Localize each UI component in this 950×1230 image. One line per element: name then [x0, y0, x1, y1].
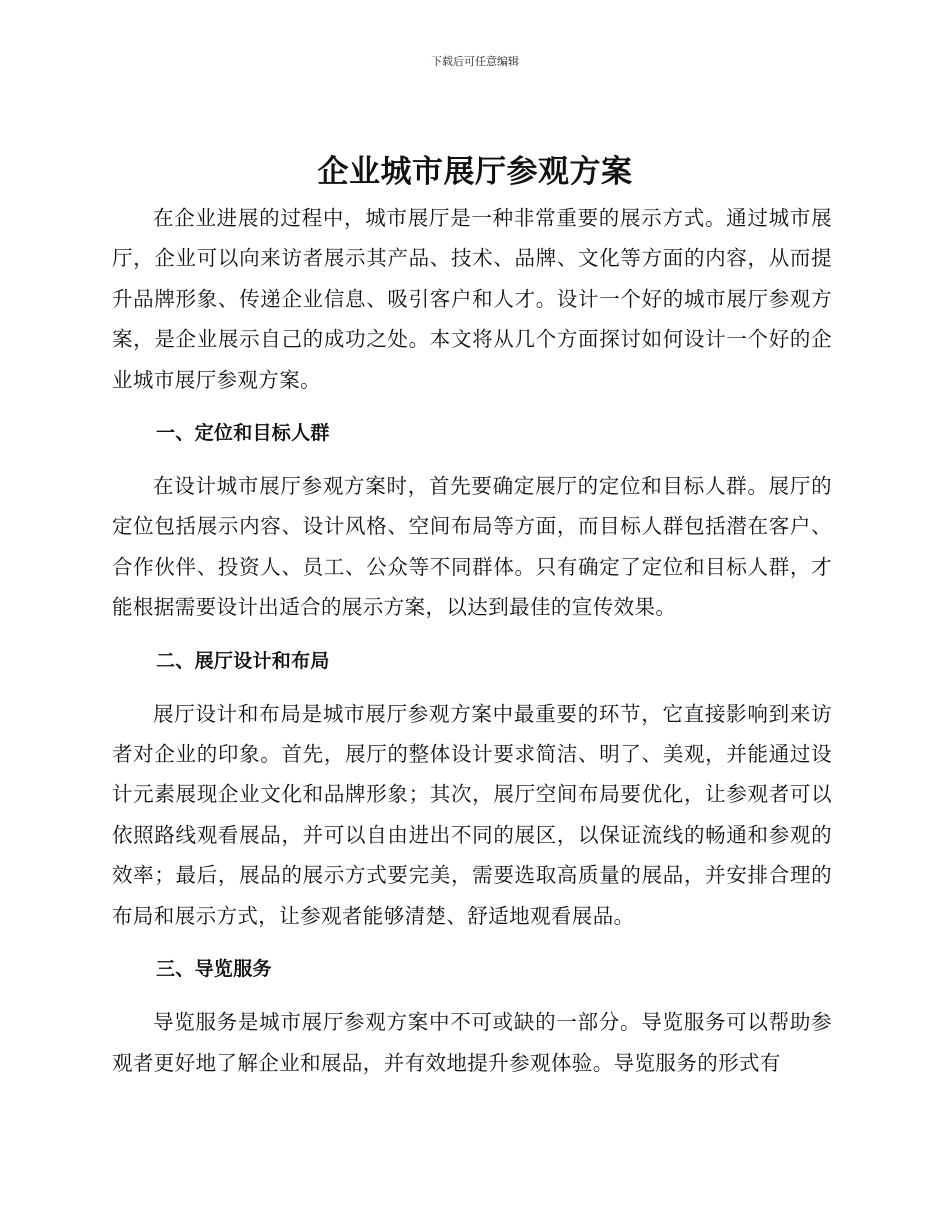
- section-heading-guided-tour: 三、导览服务: [156, 958, 272, 981]
- section-heading-positioning: 一、定位和目标人群: [156, 422, 330, 445]
- section-paragraph-guided-tour: 导览服务是城市展厅参观方案中不可或缺的一部分。导览服务可以帮助参观者更好地了解企业和展品，并有效地提升参观体验。导览服务的形式有: [112, 1010, 832, 1075]
- section-paragraph-positioning: 在设计城市展厅参观方案时，首先要确定展厅的定位和目标人群。展厅的定位包括展示内容、设计风格、空间布局等方面，而目标人群包括潜在客户、合作伙伴、投资人、员工、公众等不同群体。只有确定了定位和目标人群，才能根据需要设计出适合的展示方案，以达到最佳的宣传效果。: [112, 474, 832, 620]
- header-note: 下载后可任意编辑: [431, 55, 519, 68]
- section-heading-design-layout: 二、展厅设计和布局: [156, 649, 330, 672]
- section-paragraph-design-layout: 展厅设计和布局是城市展厅参观方案中最重要的环节，它直接影响到来访者对企业的印象。首先，展厅的整体设计要求简洁、明了、美观，并能通过设计元素展现企业文化和品牌形象；其次，展厅空间布局要优化，让参观者可以依照路线观看展品，并可以自由进出不同的展区，以保证流线的畅通和参观的效率；最后，展品的展示方式要完美，需要选取高质量的展品，并安排合理的布局和展示方式，让参观者能够清楚、舒适地观看展品。: [112, 701, 832, 928]
- document-title: 企业城市展厅参观方案: [317, 154, 633, 190]
- intro-paragraph: 在企业进展的过程中，城市展厅是一种非常重要的展示方式。通过城市展厅，企业可以向来访者展示其产品、技术、品牌、文化等方面的内容，从而提升品牌形象、传递企业信息、吸引客户和人才。设计一个好的城市展厅参观方案，是企业展示自己的成功之处。本文将从几个方面探讨如何设计一个好的企业城市展厅参观方案。: [112, 206, 832, 392]
- document-body: [112, 198, 832, 1083]
